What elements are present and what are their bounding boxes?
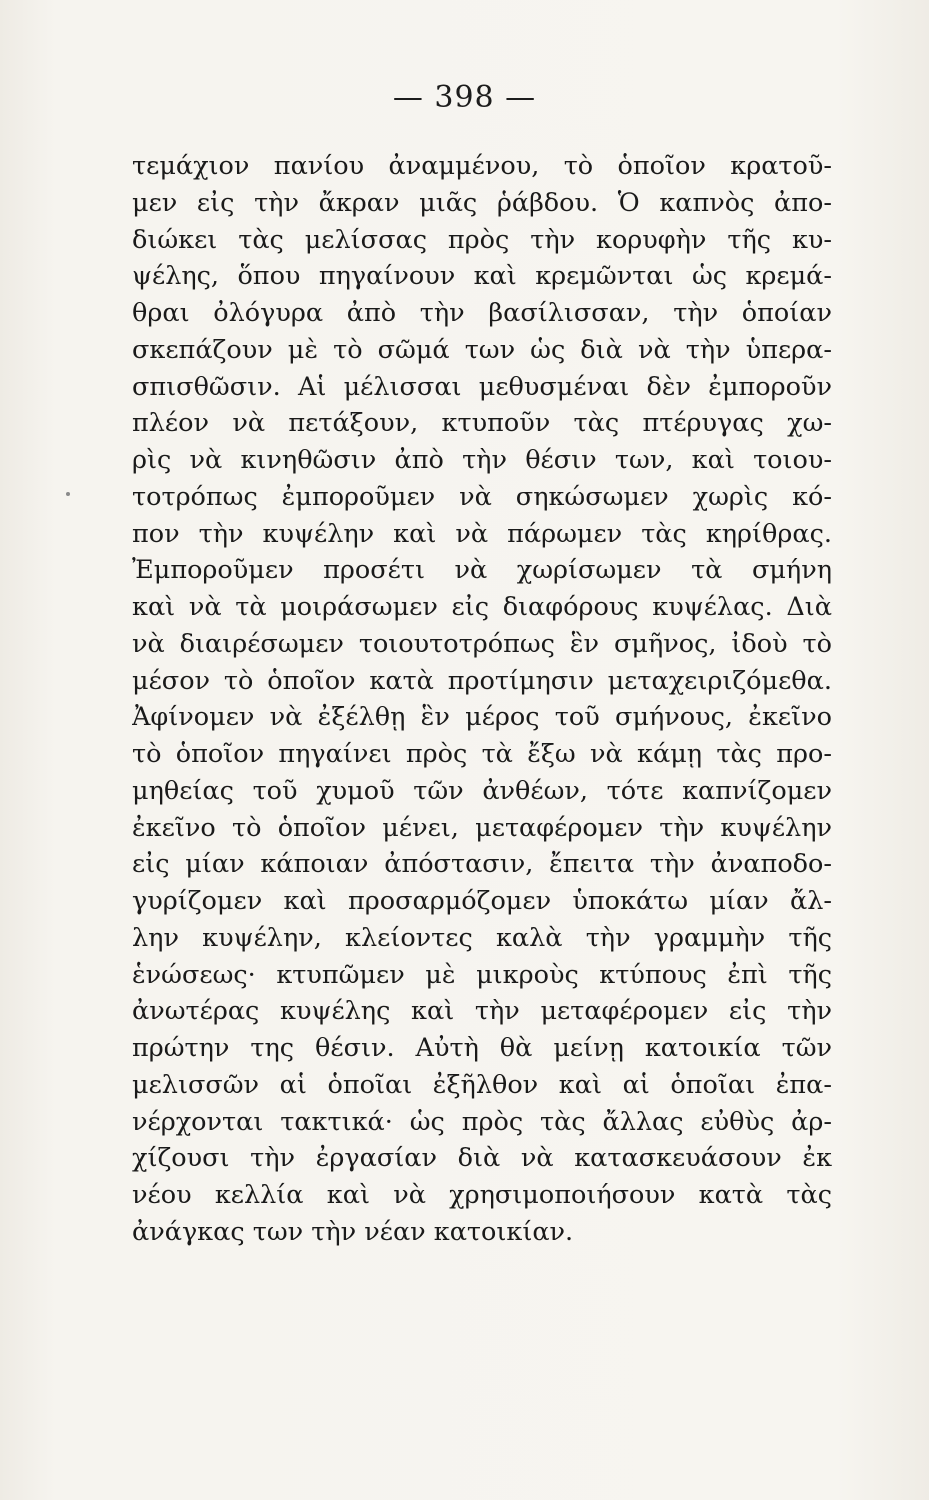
text-line: τὸ ὁποῖον πηγαίνει πρὸς τὰ ἔξω νὰ κάμῃ τὰς προ- (132, 739, 832, 769)
paper-speck (66, 492, 70, 496)
text-line: διώκει τὰς μελίσσας πρὸς τὴν κορυφὴν τῆς κυ- (132, 224, 832, 255)
text-line: πλέον νὰ πετάξουν, κτυποῦν τὰς πτέρυγας χω- (132, 408, 832, 439)
text-line: νέρχονται τακτικά· ὡς πρὸς τὰς ἄλλας εὐθὺς ἀρ- (132, 1106, 832, 1137)
text-line: γυρίζομεν καὶ προσαρμόζομεν ὑποκάτω μίαν ἄλ- (132, 886, 832, 916)
text-line: μελισσῶν αἱ ὁποῖαι ἐξῆλθον καὶ αἱ ὁποῖαι ἐπα- (132, 1069, 832, 1100)
text-line: Ἀφίνομεν νὰ ἐξέλθῃ ἓν μέρος τοῦ σμήνους, ἐκεῖνο (132, 702, 832, 733)
text-line: νέου κελλία καὶ νὰ χρησιμοποιήσουν κατὰ τὰς (132, 1180, 832, 1210)
text-line: σπισθῶσιν. Αἱ μέλισσαι μεθυσμέναι δὲν ἐμποροῦν (132, 371, 832, 402)
text-line: ἀνάγκας των τὴν νέαν κατοικίαν. (132, 1216, 574, 1247)
text-line: τεμάχιον πανίου ἀναμμένου, τὸ ὁποῖον κρατοῦ- (132, 151, 832, 181)
text-line: μηθείας τοῦ χυμοῦ τῶν ἀνθέων, τότε καπνίζομεν (132, 775, 832, 806)
text-line: ἑνώσεως· κτυπῶμεν μὲ μικροὺς κτύπους ἐπὶ τῆς (132, 959, 832, 990)
text-line: τοτρόπως ἐμποροῦμεν νὰ σηκώσωμεν χωρὶς κό- (132, 481, 832, 512)
text-line: πρώτην της θέσιν. Αὐτὴ θὰ μείνῃ κατοικία τῶν (132, 1033, 832, 1063)
text-line: μέσον τὸ ὁποῖον κατὰ προτίμησιν μεταχειριζόμεθα. (132, 665, 832, 696)
text-line: καὶ νὰ τὰ μοιράσωμεν εἰς διαφόρους κυψέλας. Διὰ (132, 592, 832, 622)
text-line: μεν εἰς τὴν ἄκραν μιᾶς ῥάβδου. Ὁ καπνὸς ἀπο- (132, 187, 832, 218)
text-line: λην κυψέλην, κλείοντες καλὰ τὴν γραμμὴν τῆς (132, 922, 832, 953)
text-line: ρὶς νὰ κινηθῶσιν ἀπὸ τὴν θέσιν των, καὶ τοιου- (132, 445, 832, 475)
page-number: — 398 — (392, 80, 537, 115)
text-line: εἰς μίαν κάποιαν ἀπόστασιν, ἔπειτα τὴν ἀναποδο- (132, 849, 832, 880)
text-line: πον τὴν κυψέλην καὶ νὰ πάρωμεν τὰς κηρίθρας. (132, 518, 832, 549)
text-line: νὰ διαιρέσωμεν τοιουτοτρόπως ἓν σμῆνος, ἰδοὺ τὸ (132, 628, 832, 659)
text-line: χίζουσι τὴν ἐργασίαν διὰ νὰ κατασκευάσουν ἐκ (132, 1143, 832, 1174)
text-line: ψέλης, ὅπου πηγαίνουν καὶ κρεμῶνται ὡς κρεμά- (132, 261, 832, 292)
text-line: Ἐμποροῦμεν προσέτι νὰ χωρίσωμεν τὰ σμήνη (132, 555, 832, 586)
text-line: ἀνωτέρας κυψέλης καὶ τὴν μεταφέρομεν εἰς τὴν (132, 996, 832, 1027)
text-line: θραι ὀλόγυρα ἀπὸ τὴν βασίλισσαν, τὴν ὁποίαν (132, 298, 832, 328)
text-line: σκεπάζουν μὲ τὸ σῶμά των ὡς διὰ νὰ τὴν ὑπερα- (132, 334, 832, 365)
body-text (132, 148, 832, 1251)
text-line: ἐκεῖνο τὸ ὁποῖον μένει, μεταφέρομεν τὴν κυψέλην (132, 812, 832, 843)
